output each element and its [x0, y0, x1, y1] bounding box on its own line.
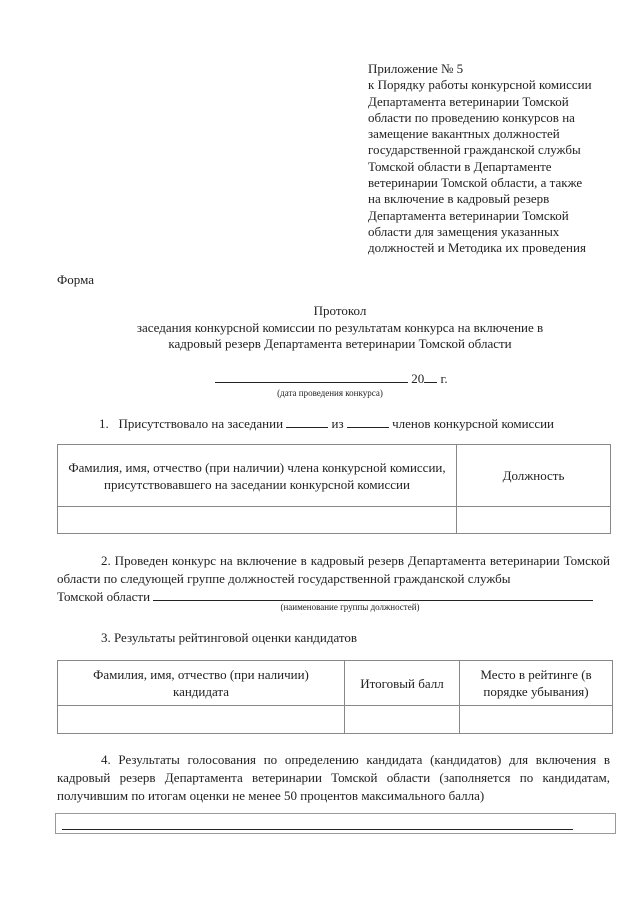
- header-cell: Итоговый балл: [345, 661, 460, 706]
- date-field: [215, 369, 448, 387]
- appendix-line: замещение вакантных должностей: [368, 126, 560, 142]
- header-cell: Должность: [457, 445, 611, 507]
- header-cell: Фамилия, имя, отчество (при наличии) члена конкурсной комиссии, присутствовавшего на заседании конкурсной комиссии: [58, 445, 457, 507]
- item-1: [99, 415, 554, 432]
- item-text: Присутствовало на заседании: [118, 416, 284, 431]
- appendix-line: государственной гражданской службы: [368, 142, 581, 158]
- title-line: Протокол: [313, 303, 367, 318]
- appendix-line: области для замещения указанных: [368, 223, 560, 239]
- table-cell[interactable]: [58, 507, 457, 534]
- table-row: [58, 706, 613, 734]
- item-4: 4. Результаты голосования по определению кандидата (кандидатов) для включения в кадровый резерв Департамента ветеринарии Томской области (заполняется по кандидатам, получившим по итогам оценки не менее 50 процентов максимального балла): [57, 752, 610, 803]
- table-cell[interactable]: [460, 706, 613, 734]
- date-blank[interactable]: [215, 369, 408, 383]
- voting-results-box[interactable]: [55, 813, 616, 834]
- appendix-line: Томской области в Департаменте: [368, 158, 552, 174]
- table-header-row: [58, 445, 611, 507]
- appendix-line: ветеринарии Томской области, а также: [368, 175, 583, 191]
- appendix-line: Приложение № 5: [368, 61, 464, 76]
- date-caption: (дата проведения конкурса): [277, 388, 383, 398]
- table-cell[interactable]: [457, 507, 611, 534]
- year-suffix: г.: [440, 371, 448, 386]
- title-line: кадровый резерв Департамента ветеринарии Томской области: [168, 336, 512, 351]
- item-text: Томской области: [57, 589, 151, 604]
- appendix-line: должностей и Методика их проведения: [368, 240, 586, 256]
- table-cell[interactable]: [58, 706, 345, 734]
- position-group-blank[interactable]: [153, 588, 593, 601]
- item-2: [57, 552, 610, 606]
- item-text: членов конкурсной комиссии: [392, 416, 555, 431]
- header-cell: Место в рейтинге (в порядке убывания): [460, 661, 613, 706]
- title-line: заседания конкурсной комиссии по результатам конкурса на включение в: [136, 319, 544, 335]
- header-cell: Фамилия, имя, отчество (при наличии) кандидата: [58, 661, 345, 706]
- present-count-blank[interactable]: [286, 415, 328, 428]
- item-number: 1.: [99, 416, 109, 431]
- rating-table: [57, 660, 613, 734]
- members-table: [57, 444, 611, 534]
- item-text: 2. Проведен конкурс на включение в кадровый резерв Департамента ветеринарии Томской области по следующей группе должностей государственной гражданской службы: [57, 553, 610, 586]
- appendix-line: Департамента ветеринарии Томской: [368, 93, 569, 109]
- appendix-header: [368, 61, 628, 257]
- appendix-line: Департамента ветеринарии Томской: [368, 207, 569, 223]
- voting-blank-line: [62, 829, 573, 830]
- year-prefix: 20: [411, 371, 425, 386]
- group-caption: (наименование группы должностей): [280, 602, 420, 612]
- item-3: 3. Результаты рейтинговой оценки кандидатов: [101, 630, 358, 645]
- table-row: [58, 507, 611, 534]
- appendix-line: к Порядку работы конкурсной комиссии: [368, 77, 592, 93]
- appendix-line: на включение в кадровый резерв: [368, 191, 550, 207]
- form-label: Форма: [57, 272, 94, 287]
- protocol-title: [0, 303, 640, 353]
- item-text: из: [331, 416, 344, 431]
- year-blank[interactable]: [424, 369, 437, 383]
- total-count-blank[interactable]: [347, 415, 389, 428]
- table-cell[interactable]: [345, 706, 460, 734]
- appendix-line: области по проведению конкурсов на: [368, 109, 575, 125]
- table-header-row: [58, 661, 613, 706]
